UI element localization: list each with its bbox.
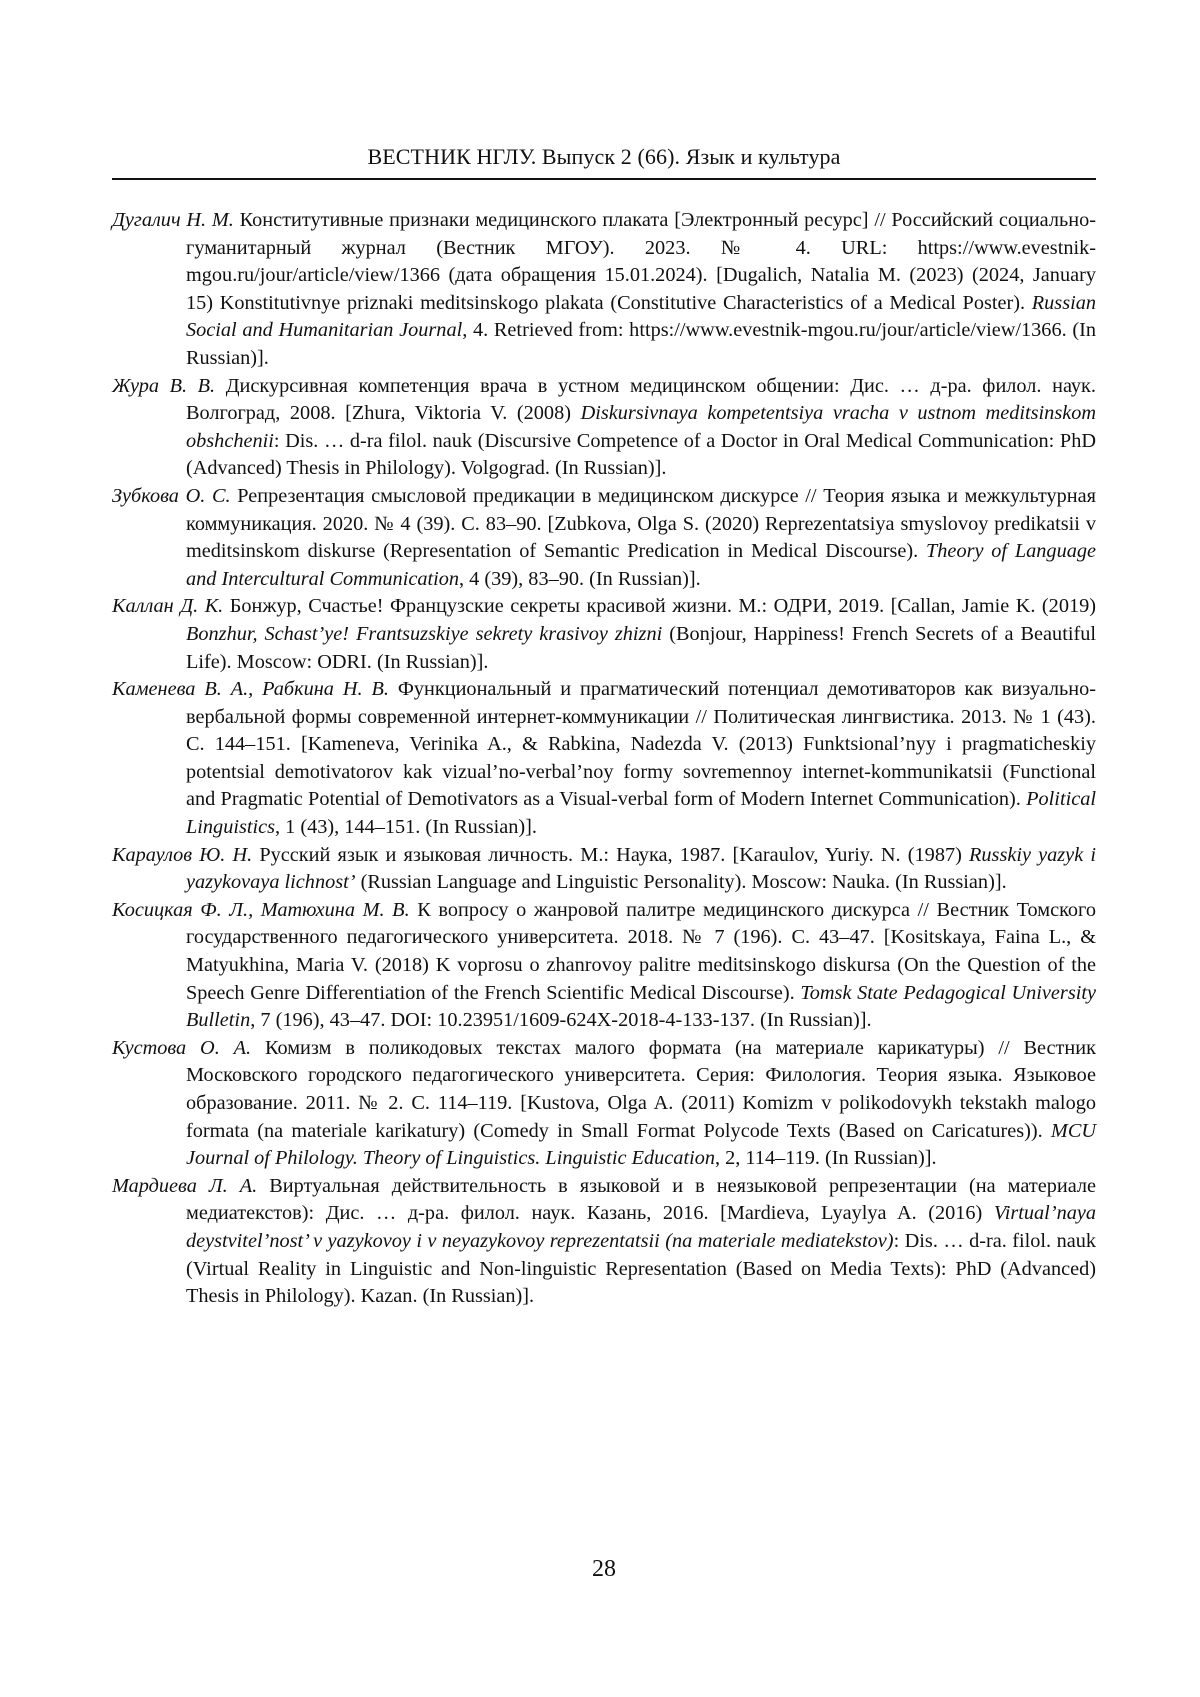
- reference-entry: [112, 1173, 1096, 1311]
- ref-authors: Каменева В. А., Рабкина Н. В.: [112, 678, 389, 701]
- ref-journal: Tomsk State Pedagogical University Bulletin: [186, 981, 1096, 1032]
- reference-entry: [112, 207, 1096, 373]
- ref-text: К вопросу о жанровой палитре медицинского дискурса // Вестник Томского государственного педагогического университета. 2018. № 7 (196). С. 43–47. [Kositskaya, Faina L., & Matyukhina, Maria V. (2018) K voprosu o zhanrovoy palitre meditsinskogo diskursa (On the Question of the Speech Genre Differentiation of the French Scientific Medical Discourse).: [186, 898, 1096, 1004]
- ref-authors: Караулов Ю. Н.: [112, 843, 253, 866]
- header-rule: [112, 178, 1096, 180]
- ref-text: Конститутивные признаки медицинского плаката [Электронный ресурс] // Российский социально-гуманитарный журнал (Вестник МГОУ). 2023. № 4. URL: https://www.evestnik-mgou.ru/jour/article/view/1366 (дата обращения 15.01.2024). [Dugalich, Natalia M. (2023) (2024, January 15) Konstitutivnye priznaki meditsinskogo plakata (Constitutive Characteristics of a Medical Poster).: [186, 209, 1096, 314]
- reference-list: [112, 207, 1096, 1311]
- ref-title-translit: Russkiy yazyk i yazykovaya lichnost’: [186, 843, 1096, 894]
- ref-authors: Каллан Д. К.: [112, 595, 224, 618]
- ref-text: , 1 (43), 144–151. (In Russian)].: [275, 816, 537, 839]
- ref-text: Бонжур, Счастье! Французские секреты красивой жизни. М.: ОДРИ, 2019. [Callan, Jamie K. (2019): [223, 595, 1096, 618]
- ref-journal: MCU Journal of Philology. Theory of Linguistics. Linguistic Education: [186, 1119, 1096, 1170]
- ref-title-translit: Virtual’naya deystvitel’nost’ v yazykovoy i v neyazykovoy reprezentatsii (na materiale mediatekstov): [186, 1202, 1096, 1252]
- ref-journal: Political Linguistics: [186, 788, 1096, 839]
- reference-entry: [112, 593, 1096, 676]
- ref-text: , 2, 114–119. (In Russian)].: [715, 1147, 937, 1170]
- ref-text: Виртуальная действительность в языковой и в неязыковой репрезентации (на материале медиатекстов): Дис. … д-ра. филол. наук. Казань, 2016. [Mardieva, Lyaylya A. (2016): [186, 1174, 1097, 1225]
- running-header: ВЕСТНИК НГЛУ. Выпуск 2 (66). Язык и культура: [367, 144, 841, 169]
- reference-entry: [112, 897, 1096, 1035]
- reference-entry: [112, 676, 1096, 842]
- ref-text: , 7 (196), 43–47. DOI: 10.23951/1609-624X-2018-4-133-137. (In Russian)].: [250, 1009, 872, 1032]
- ref-text: (Bonjour, Happiness! French Secrets of a Beautiful Life). Moscow: ODRI. (In Russian)].: [186, 622, 1096, 673]
- page-number: 28: [592, 1556, 616, 1582]
- ref-authors: Мардиева Л. А.: [112, 1174, 258, 1197]
- ref-journal: Russian Social and Humanitarian Journal: [186, 291, 1096, 342]
- ref-text: Комизм в поликодовых текстах малого формата (на материале карикатуры) // Вестник Московского городского педагогического университета. Серия: Филология. Теория языка. Языковое образование. 2011. № 2. С. 114–119. [Kustova, Olga A. (2011) Komizm v polikodovykh tekstakh malogo formata (na materiale karikatury) (Comedy in Small Format Polycode Texts (Based on Caricatures)).: [186, 1036, 1096, 1142]
- reference-entry: [112, 1035, 1096, 1173]
- ref-text: Русский язык и языковая личность. М.: Наука, 1987. [Karaulov, Yuriy. N. (1987): [252, 843, 970, 866]
- ref-authors: Дугалич Н. М.: [112, 209, 234, 231]
- ref-text: : Dis. … d-ra. filol. nauk (Virtual Reality in Linguistic and Non-linguistic Representation (Based on Media Texts): PhD (Advanced) Thesis in Philology). Kazan. (In Russian)].: [186, 1229, 1096, 1308]
- ref-text: Дискурсивная компетенция врача в устном медицинском общении: Дис. … д-ра. филол. наук. Волгоград, 2008. [Zhura, Viktoria V. (2008): [186, 374, 1096, 425]
- ref-journal: Theory of Language and Intercultural Communication: [186, 540, 1096, 590]
- reference-entry: [112, 373, 1096, 483]
- ref-authors: Жура В. В.: [112, 374, 216, 397]
- ref-title-translit: Bonzhur, Schast’ye! Frantsuzskiye sekrety krasivoy zhizni: [186, 622, 663, 645]
- ref-authors: Косицкая Ф. Л., Матюхина М. В.: [112, 898, 410, 921]
- ref-text: : Dis. … d-ra filol. nauk (Discursive Competence of a Doctor in Oral Medical Communication: PhD (Advanced) Thesis in Philology). Volgograd. (In Russian)].: [186, 429, 1096, 480]
- ref-text: Функциональный и прагматический потенциал демотиваторов как визуально-вербальной формы современной интернет-коммуникации // Политическая лингвистика. 2013. № 1 (43). С. 144–151. [Kameneva, Verinika A., & Rabkina, Nadezda V. (2013) Funktsional’nyy i pragmaticheskiy potentsial demotivatorov kak vizual’no-verbal’noy formy sovremennoy internet-kommunikatsii (Functional and Pragmatic Potential of Demotivators as a Visual-verbal form of Modern Internet Communication).: [186, 678, 1096, 811]
- reference-entry: [112, 483, 1096, 593]
- ref-authors: Зубкова О. С.: [112, 484, 231, 507]
- ref-text: (Russian Language and Linguistic Personality). Moscow: Nauka. (In Russian)].: [355, 871, 1007, 894]
- ref-authors: Кустова О. А.: [112, 1036, 252, 1059]
- reference-entry: [112, 842, 1096, 897]
- ref-text: , 4. Retrieved from: https://www.evestnik-mgou.ru/jour/article/view/1366. (In Russian)].: [186, 319, 1096, 369]
- ref-text: Репрезентация смысловой предикации в медицинском дискурсе // Теория языка и межкультурная коммуникация. 2020. № 4 (39). С. 83–90. [Zubkova, Olga S. (2020) Reprezentatsiya smyslovoy predikatsii v meditsinskom diskurse (Representation of Semantic Predication in Medical Discourse).: [186, 484, 1096, 563]
- ref-title-translit: Diskursivnaya kompetentsiya vracha v ustnom meditsinskom obshchenii: [186, 402, 1097, 452]
- ref-text: , 4 (39), 83–90. (In Russian)].: [459, 567, 701, 590]
